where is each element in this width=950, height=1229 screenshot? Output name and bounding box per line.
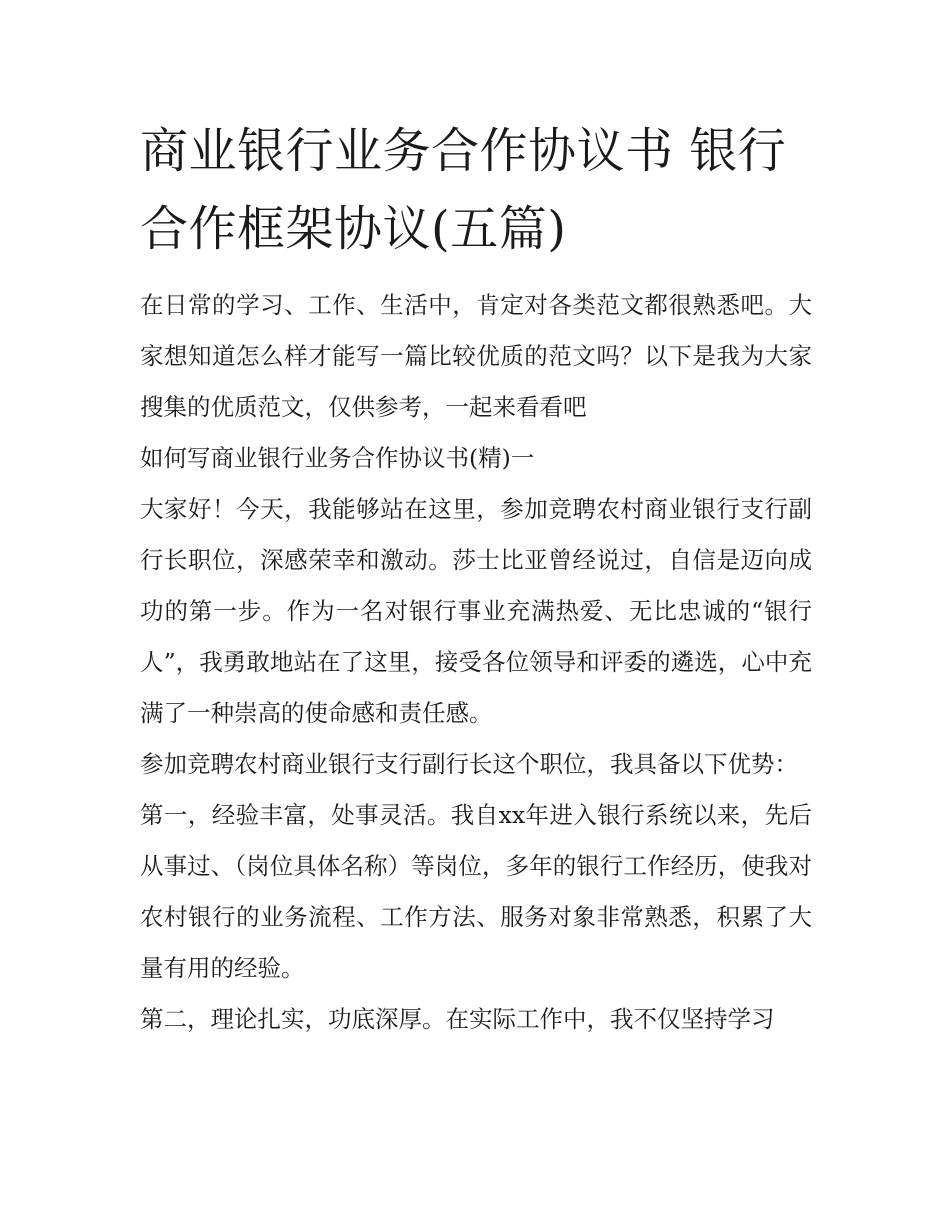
paragraph-section-heading: 如何写商业银行业务合作协议书(精)一 [140,444,535,472]
paragraph-greeting: 大家好！今天，我能够站在这里，参加竞聘农村商业银行支行副行长职位，深感荣幸和激动。莎士比亚曾经说过，自信是迈向成功的第一步。作为一名对银行事业充满热爱、无比忠诚的“银行人”，我勇敢地站在了这里，接受各位领导和评委的遴选，心中充满了一种崇高的使命感和责任感。 [140,495,812,727]
paragraph-intro: 在日常的学习、工作、生活中，肯定对各类范文都很熟悉吧。大家想知道怎么样才能写一篇比较优质的范文吗？以下是我为大家搜集的优质范文，仅供参考，一起来看看吧 [140,291,812,421]
paragraph-advantages: 参加竞聘农村商业银行支行副行长这个职位，我具备以下优势： [140,750,798,778]
paragraph-second-point: 第二，理论扎实，功底深厚。在实际工作中，我不仅坚持学习 [140,1005,775,1033]
paragraph-first-point: 第一，经验丰富，处事灵活。我自xx年进入银行系统以来，先后从事过、（岗位具体名称）等岗位，多年的银行工作经历，使我对农村银行的业务流程、工作方法、服务对象非常熟悉，积累了大量有用的经验。 [140,801,812,982]
document-title: 商业银行业务合作协议书 银行合作框架协议(五篇) [140,123,787,257]
document-body [140,280,812,1045]
